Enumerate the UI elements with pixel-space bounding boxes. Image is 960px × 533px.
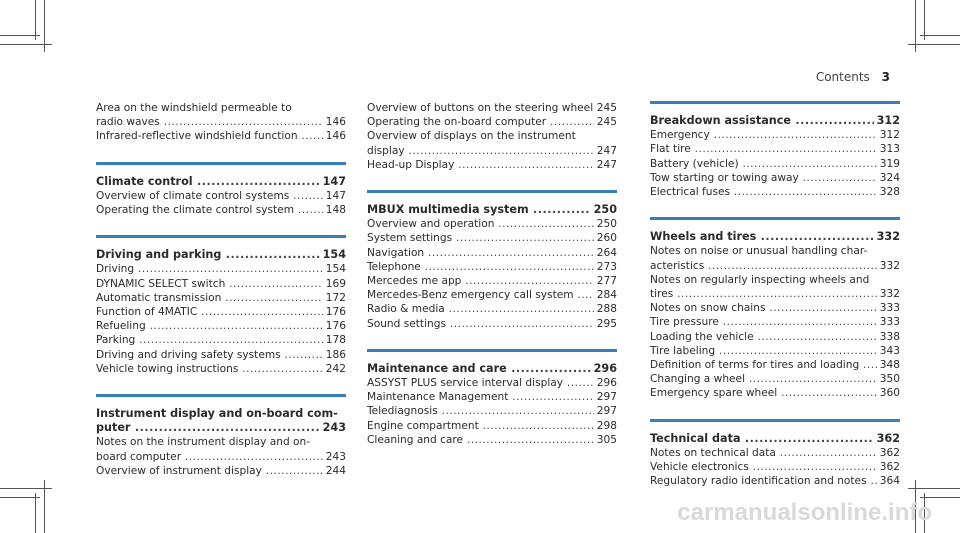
toc-section-heading-line: Instrument display and on-board com- — [96, 407, 338, 421]
toc-entry-page: 146 — [323, 129, 346, 143]
toc-entry-page: 333 — [877, 315, 900, 329]
toc-section-heading[interactable] — [96, 248, 346, 262]
toc-entry[interactable] — [96, 203, 346, 217]
toc-entry[interactable] — [650, 157, 900, 171]
toc-entry-label: Function of 4MATIC ..... — [96, 306, 346, 318]
toc-entry[interactable] — [367, 158, 617, 172]
section-rule — [650, 419, 900, 422]
toc-entry-label: Operating the climate control system ..... — [96, 204, 346, 216]
crop-mark — [915, 0, 916, 52]
toc-entry-page: 298 — [594, 419, 617, 433]
toc-entry-page: 305 — [594, 433, 617, 447]
toc-entry-page: 277 — [594, 274, 617, 288]
toc-entry-label: Driving ..... — [96, 263, 346, 275]
toc-entry-page: 364 — [877, 474, 900, 488]
toc-entry-label: tires ..... — [650, 288, 900, 300]
toc-entry-page: 169 — [323, 277, 346, 291]
toc-section-heading[interactable] — [367, 362, 617, 376]
toc-entry-label: Emergency ..... — [650, 129, 900, 141]
toc-entry-page: 338 — [877, 330, 900, 344]
toc-section-heading[interactable] — [650, 432, 900, 446]
toc-entry[interactable] — [96, 129, 346, 143]
toc-entry-label: Tire labeling ..... — [650, 345, 900, 357]
toc-entry[interactable] — [650, 344, 900, 358]
toc-entry-label: Wheels and tires ..... — [650, 230, 900, 243]
toc-entry-label: board computer ..... — [96, 451, 346, 463]
toc-entry-page: 288 — [594, 302, 617, 316]
toc-entry[interactable] — [650, 142, 900, 156]
toc-entry-label: Mercedes-Benz emergency call system ..... — [367, 289, 617, 301]
toc-entry-label: Radio & media ..... — [367, 303, 617, 315]
toc-entry-label: Navigation ..... — [367, 247, 617, 259]
toc-entry-label: MBUX multimedia system ..... — [367, 203, 617, 216]
toc-entry[interactable] — [650, 259, 900, 273]
toc-entry-page: 176 — [323, 319, 346, 333]
toc-entry-page: 250 — [594, 217, 617, 231]
toc-entry-line: Area on the windshield permeable to — [96, 102, 292, 114]
toc-entry-page: 348 — [877, 358, 900, 372]
toc-entry[interactable] — [650, 372, 900, 386]
toc-entry-label: Operating the on-board computer ..... — [367, 116, 617, 128]
toc-entry-label: Driving and parking ..... — [96, 248, 346, 261]
toc-entry-page: 333 — [877, 301, 900, 315]
toc-entry-page: 243 — [323, 450, 346, 464]
toc-entry[interactable] — [96, 464, 346, 478]
toc-entry-page: 313 — [877, 142, 900, 156]
toc-entry-label: Vehicle electronics ..... — [650, 461, 900, 473]
toc-entry[interactable] — [96, 115, 346, 129]
toc-entry-label: Regulatory radio identification and notes ..... — [650, 475, 900, 487]
toc-entry[interactable] — [367, 274, 617, 288]
toc-entry-page: 178 — [323, 333, 346, 347]
watermark: carmanualsonline.info — [677, 499, 932, 526]
toc-entry-label: display ..... — [367, 145, 617, 157]
toc-entry[interactable] — [650, 185, 900, 199]
toc-entry-label: ASSYST PLUS service interval display ..... — [367, 377, 617, 389]
toc-section — [650, 419, 900, 489]
toc-entry[interactable] — [367, 376, 617, 390]
toc-section-heading[interactable] — [650, 230, 900, 244]
toc-entry-label: Infrared-reflective windshield function ..... — [96, 130, 346, 142]
toc-entry-line: Notes on the instrument display and on- — [96, 436, 311, 449]
toc-entry-page: 273 — [594, 260, 617, 274]
toc-entry-page: 350 — [877, 372, 900, 386]
toc-section — [650, 101, 900, 199]
toc-entry-label: Loading the vehicle ..... — [650, 331, 900, 343]
toc-entry-page: 260 — [594, 231, 617, 245]
toc-entry-label: Engine compartment ..... — [367, 420, 617, 432]
toc-entry[interactable] — [650, 446, 900, 460]
toc-entry[interactable] — [367, 144, 617, 158]
toc-entry[interactable] — [367, 217, 617, 231]
toc-entry-page: 242 — [323, 362, 346, 376]
toc-entry-page: 247 — [594, 158, 617, 172]
toc-entry[interactable] — [650, 171, 900, 185]
toc-entry[interactable] — [367, 231, 617, 245]
toc-entry-page: 332 — [877, 259, 900, 273]
crop-mark — [35, 0, 36, 40]
toc-section-heading[interactable] — [367, 203, 617, 217]
toc-section-heading[interactable] — [96, 175, 346, 189]
toc-entry-page: 362 — [877, 460, 900, 474]
toc-entry-label: Vehicle towing instructions ..... — [96, 363, 346, 375]
toc-column-2 — [367, 101, 617, 465]
toc-entry-label: Refueling ..... — [96, 320, 346, 332]
toc-entry-label: Sound settings ..... — [367, 318, 617, 330]
toc-entry-page: 319 — [877, 157, 900, 171]
toc-entry-label: Tire pressure ..... — [650, 316, 900, 328]
toc-section — [96, 162, 346, 218]
toc-section — [96, 101, 346, 144]
toc-entry[interactable] — [96, 291, 346, 305]
toc-entry-label: Overview of buttons on the steering wheel ..... — [367, 102, 617, 114]
toc-section — [367, 349, 617, 447]
toc-section — [96, 394, 346, 478]
toc-entry-page: 172 — [323, 291, 346, 305]
toc-entry[interactable] — [650, 315, 900, 329]
toc-entry-page: 332 — [877, 287, 900, 301]
toc-entry-page: 297 — [594, 404, 617, 418]
toc-entry-label: Notes on snow chains ..... — [650, 302, 900, 314]
toc-entry-page: 147 — [320, 175, 346, 189]
toc-entry-label: Tow starting or towing away ..... — [650, 172, 900, 184]
toc-entry-page: 146 — [323, 115, 346, 129]
toc-entry[interactable] — [367, 101, 617, 115]
toc-entry-label: Notes on technical data ..... — [650, 447, 900, 459]
toc-entry-page: 154 — [323, 262, 346, 276]
toc-entry[interactable] — [96, 319, 346, 333]
toc-entry-label: Parking ..... — [96, 334, 346, 346]
crop-mark — [0, 497, 40, 498]
toc-entry-page: 243 — [320, 421, 346, 435]
toc-entry[interactable] — [367, 404, 617, 418]
toc-entry[interactable] — [650, 330, 900, 344]
toc-entry-page: 245 — [594, 115, 617, 129]
section-rule — [96, 394, 346, 397]
toc-entry[interactable] — [367, 390, 617, 404]
toc-entry[interactable] — [650, 460, 900, 474]
toc-section — [367, 101, 617, 172]
crop-mark — [920, 35, 960, 36]
toc-entry-label: Breakdown assistance ..... — [650, 114, 900, 127]
toc-entry-label: Overview of climate control systems ..... — [96, 190, 346, 202]
toc-entry-page: 176 — [323, 305, 346, 319]
toc-entry[interactable] — [96, 362, 346, 376]
page-number: 3 — [881, 70, 890, 84]
toc-entry[interactable] — [367, 302, 617, 316]
crop-mark — [44, 0, 45, 52]
toc-entry-line: Overview of displays on the instrument — [367, 130, 576, 143]
toc-entry-label: Telephone ..... — [367, 261, 617, 273]
toc-entry[interactable] — [96, 277, 346, 291]
toc-entry-label: Maintenance Management ..... — [367, 391, 617, 403]
toc-entry[interactable] — [96, 348, 346, 362]
toc-entry-page: 312 — [874, 114, 900, 128]
toc-entry-label: Definition of terms for tires and loading ..... — [650, 359, 900, 371]
toc-entry-label: Flat tire ..... — [650, 143, 900, 155]
toc-entry-page: 362 — [874, 432, 900, 446]
toc-entry-label: Driving and driving safety systems ..... — [96, 349, 346, 361]
toc-entry-page: 324 — [877, 171, 900, 185]
toc-entry-label: Emergency spare wheel ..... — [650, 387, 900, 399]
crop-mark — [44, 480, 45, 533]
toc-entry-label: Overview of instrument display ..... — [96, 465, 346, 477]
toc-entry-label: acteristics ..... — [650, 260, 900, 272]
toc-entry-page: 296 — [591, 362, 617, 376]
toc-entry-line: Notes on noise or unusual handling char- — [650, 245, 868, 258]
toc-entry-label: Telediagnosis ..... — [367, 405, 617, 417]
section-rule — [96, 162, 346, 165]
toc-entry-label: System settings ..... — [367, 232, 617, 244]
toc-section-heading[interactable] — [650, 114, 900, 128]
crop-mark — [35, 493, 36, 533]
toc-entry-line: Notes on regularly inspecting wheels and — [650, 273, 870, 286]
toc-entry-page: 343 — [877, 344, 900, 358]
toc-entry[interactable] — [650, 386, 900, 400]
toc-entry-page: 244 — [323, 464, 346, 478]
toc-entry[interactable] — [367, 419, 617, 433]
toc-entry-label: Automatic transmission ..... — [96, 292, 346, 304]
toc-entry-label: DYNAMIC SELECT switch ..... — [96, 278, 346, 290]
header-title: Contents — [815, 70, 870, 84]
toc-entry-page: 297 — [594, 390, 617, 404]
toc-entry-page: 362 — [877, 446, 900, 460]
toc-entry-label: Cleaning and care ..... — [367, 434, 617, 446]
toc-entry-label: Changing a wheel ..... — [650, 373, 900, 385]
toc-entry[interactable] — [367, 260, 617, 274]
section-rule — [367, 190, 617, 193]
toc-entry-label: puter ..... — [96, 421, 346, 434]
toc-entry-label: Overview and operation ..... — [367, 218, 617, 230]
toc-entry[interactable] — [367, 317, 617, 331]
toc-entry-page: 295 — [594, 317, 617, 331]
toc-entry[interactable] — [96, 450, 346, 464]
toc-column-1 — [96, 101, 346, 496]
toc-entry-label: Climate control ..... — [96, 175, 346, 188]
toc-section — [650, 217, 900, 400]
toc-entry[interactable] — [650, 287, 900, 301]
toc-entry-page: 147 — [323, 189, 346, 203]
toc-entry-page: 284 — [594, 288, 617, 302]
toc-entry[interactable] — [367, 288, 617, 302]
toc-entry-page: 332 — [874, 230, 900, 244]
toc-entry[interactable] — [96, 262, 346, 276]
toc-entry-label: Battery (vehicle) ..... — [650, 158, 900, 170]
toc-entry-page: 264 — [594, 246, 617, 260]
toc-entry[interactable] — [650, 301, 900, 315]
page-header — [816, 70, 890, 84]
toc-entry[interactable] — [96, 305, 346, 319]
section-rule — [367, 349, 617, 352]
toc-entry[interactable] — [96, 333, 346, 347]
toc-entry[interactable] — [650, 474, 900, 488]
toc-entry-label: Maintenance and care ..... — [367, 362, 617, 375]
toc-section — [367, 190, 617, 331]
toc-entry[interactable] — [650, 358, 900, 372]
toc-section — [96, 235, 346, 376]
toc-entry-page: 154 — [320, 248, 346, 262]
toc-entry[interactable] — [367, 433, 617, 447]
toc-entry[interactable] — [367, 246, 617, 260]
section-rule — [96, 235, 346, 238]
toc-entry-page: 312 — [877, 128, 900, 142]
toc-entry[interactable] — [367, 115, 617, 129]
toc-section-heading[interactable] — [96, 421, 346, 435]
toc-entry-page: 186 — [323, 348, 346, 362]
section-rule — [650, 101, 900, 104]
section-rule — [650, 217, 900, 220]
toc-entry-page: 328 — [877, 185, 900, 199]
crop-mark — [924, 0, 925, 40]
toc-entry-label: Head-up Display ..... — [367, 159, 617, 171]
toc-entry-page: 250 — [591, 203, 617, 217]
toc-entry-page: 296 — [594, 376, 617, 390]
toc-entry-label: radio waves ..... — [96, 116, 346, 128]
toc-entry-label: Mercedes me app ..... — [367, 275, 617, 287]
toc-entry-page: 247 — [594, 144, 617, 158]
toc-entry-page: 360 — [877, 386, 900, 400]
toc-entry-page: 148 — [323, 203, 346, 217]
toc-entry-page: 245 — [594, 101, 617, 115]
toc-entry-label: Technical data ..... — [650, 432, 900, 445]
crop-mark — [0, 35, 40, 36]
crop-mark — [920, 497, 960, 498]
toc-entry[interactable] — [96, 189, 346, 203]
toc-entry[interactable] — [650, 128, 900, 142]
toc-entry-label: Electrical fuses ..... — [650, 186, 900, 198]
toc-column-3 — [650, 101, 900, 506]
